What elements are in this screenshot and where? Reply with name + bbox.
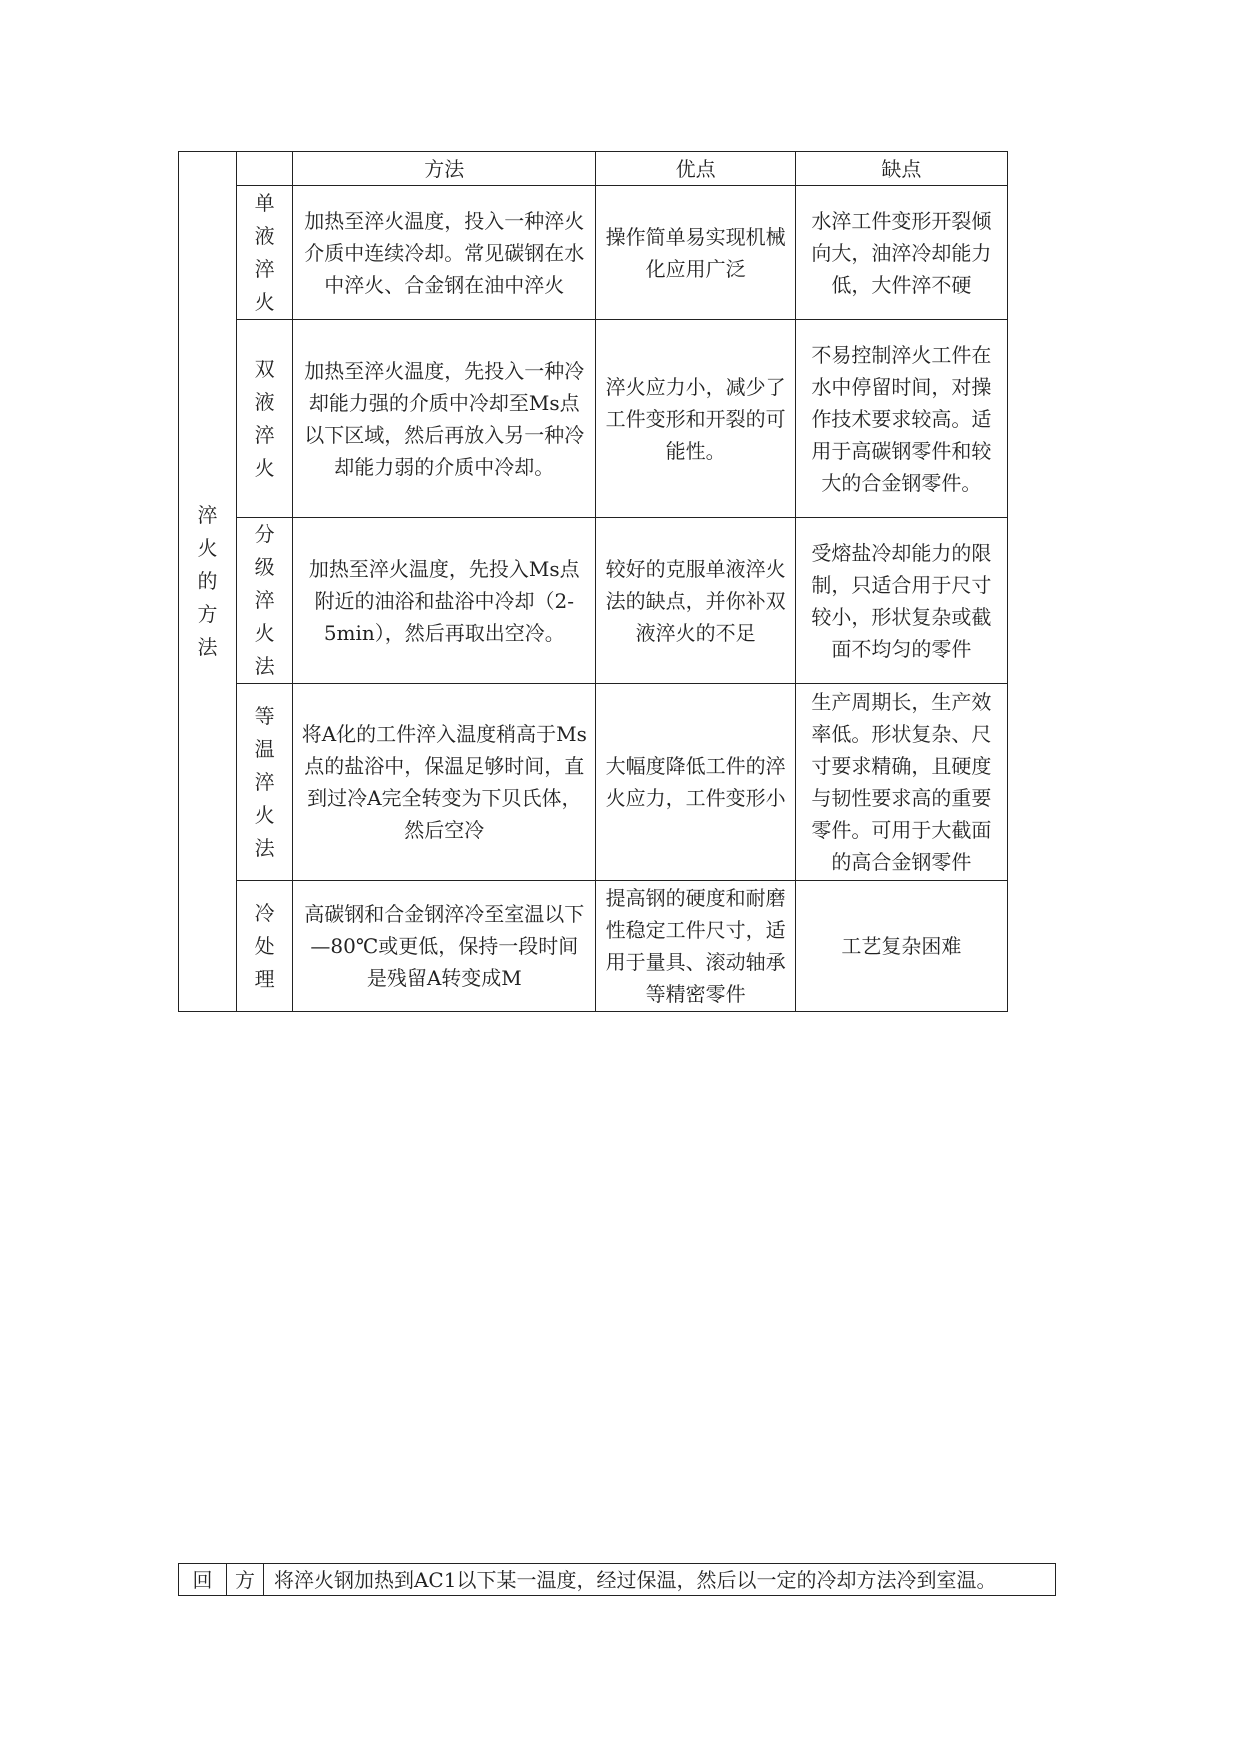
header-method: 方法 xyxy=(293,152,596,186)
row-name-cell xyxy=(237,518,293,684)
row-name: 冷处理 xyxy=(254,900,275,991)
table-row xyxy=(179,518,1008,684)
table-row xyxy=(179,684,1008,881)
disadvantages-cell: 生产周期长，生产效率低。形状复杂、尺寸要求精确，且硬度与韧性要求高的重要零件。可用于大截面的高合金钢零件 xyxy=(795,684,1007,881)
header-advantages: 优点 xyxy=(596,152,795,186)
advantages-cell: 较好的克服单液淬火法的缺点，并你补双液淬火的不足 xyxy=(596,518,795,684)
disadvantages-cell: 工艺复杂困难 xyxy=(795,881,1007,1012)
tempering-col2: 方 xyxy=(226,1564,263,1596)
advantages-cell: 提高钢的硬度和耐磨性稳定工件尺寸，适用于量具、滚动轴承等精密零件 xyxy=(596,881,795,1012)
tempering-table xyxy=(178,1563,1056,1596)
tempering-col1: 回 xyxy=(179,1564,227,1596)
method-cell: 加热至淬火温度，投入一种淬火介质中连续冷却。常见碳钢在水中淬火、合金钢在油中淬火 xyxy=(293,186,596,320)
group-label-cell xyxy=(179,152,237,1012)
tempering-row xyxy=(179,1564,1056,1596)
table-row xyxy=(179,881,1008,1012)
row-name-cell xyxy=(237,186,293,320)
quenching-methods-table xyxy=(178,151,1008,1012)
disadvantages-cell: 水淬工件变形开裂倾向大，油淬冷却能力低，大件淬不硬 xyxy=(795,186,1007,320)
row-name-cell xyxy=(237,881,293,1012)
disadvantages-cell: 受熔盐冷却能力的限制，只适合用于尺寸较小，形状复杂或截面不均匀的零件 xyxy=(795,518,1007,684)
method-cell: 将A化的工件淬入温度稍高于Ms点的盐浴中，保温足够时间，直到过冷A完全转变为下贝氏体，然后空冷 xyxy=(293,684,596,881)
header-blank xyxy=(237,152,293,186)
tempering-text: 将淬火钢加热到AC1以下某一温度，经过保温，然后以一定的冷却方法冷到室温。 xyxy=(263,1564,1055,1596)
row-name: 分级淬火法 xyxy=(254,522,275,678)
row-name-cell xyxy=(237,684,293,881)
group-label: 淬火的方法 xyxy=(197,503,218,659)
disadvantages-cell: 不易控制淬火工件在水中停留时间，对操作技术要求较高。适用于高碳钢零件和较大的合金钢零件。 xyxy=(795,320,1007,518)
method-cell: 加热至淬火温度，先投入Ms点附近的油浴和盐浴中冷却（2-5min），然后再取出空冷。 xyxy=(293,518,596,684)
row-name-cell xyxy=(237,320,293,518)
row-name: 双液淬火 xyxy=(254,356,275,480)
advantages-cell: 淬火应力小，减少了工件变形和开裂的可能性。 xyxy=(596,320,795,518)
row-name: 等温淬火法 xyxy=(254,703,275,860)
header-row xyxy=(179,152,1008,186)
advantages-cell: 操作简单易实现机械化应用广泛 xyxy=(596,186,795,320)
method-cell: 高碳钢和合金钢淬冷至室温以下—80℃或更低，保持一段时间是残留A转变成M xyxy=(293,881,596,1012)
table-row xyxy=(179,186,1008,320)
table-row xyxy=(179,320,1008,518)
advantages-cell: 大幅度降低工件的淬火应力，工件变形小 xyxy=(596,684,795,881)
row-name: 单液淬火 xyxy=(254,190,275,314)
method-cell: 加热至淬火温度，先投入一种冷却能力强的介质中冷却至Ms点以下区域，然后再放入另一种冷却能力弱的介质中冷却。 xyxy=(293,320,596,518)
header-disadvantages: 缺点 xyxy=(795,152,1007,186)
